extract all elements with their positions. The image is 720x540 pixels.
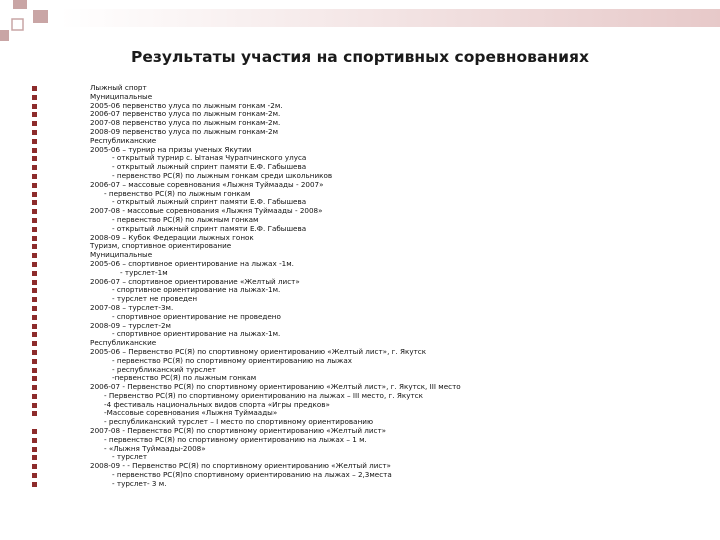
square-bullet-icon <box>32 183 37 188</box>
list-item-text: - турслет-1м <box>120 267 168 277</box>
square-bullet-icon <box>32 332 37 337</box>
square-bullet-icon <box>32 280 37 285</box>
list-item-text: Республиканские <box>90 135 157 145</box>
square-bullet-icon <box>32 350 37 355</box>
list-item-text: 2006-07 первенство улуса по лыжным гонкам-2м. <box>90 109 281 119</box>
square-bullet-icon <box>32 209 37 214</box>
list-item-text: - первенство РС(Я) по лыжным гонкам <box>112 214 259 224</box>
list-item <box>0 366 720 375</box>
square-bullet-icon <box>32 359 37 364</box>
list-item-text: Лыжный спорт <box>90 83 147 92</box>
square-bullet-icon <box>32 262 37 267</box>
list-item <box>0 190 720 199</box>
list-item-text: - первенство РС(Я) по спортивному ориентированию на лыжах <box>112 355 353 365</box>
square-bullet-icon <box>32 253 37 258</box>
list-item-text: - спортивное ориентирование не проведено <box>112 311 281 321</box>
header-gradient-band <box>60 9 720 27</box>
square-bullet-icon <box>32 192 37 197</box>
list-item-text: - республиканский турслет <box>112 364 216 374</box>
square-bullet-icon <box>32 165 37 170</box>
list-item-text: 2008-09 – Кубок Федерации лыжных гонок <box>90 232 254 242</box>
list-item-text: - спортивное ориентирование на лыжах-1м. <box>112 329 281 339</box>
list-item-text: - спортивное ориентирование на лыжах-1м. <box>112 285 281 295</box>
square-bullet-icon <box>32 86 37 91</box>
list-item-text: - первенство РС(Я) по лыжным гонкам <box>104 188 251 198</box>
list-item-text: Муниципальные <box>90 250 153 260</box>
square-bullet-icon <box>32 447 37 452</box>
corner-squares-decoration <box>0 0 60 44</box>
square-bullet-icon <box>32 473 37 478</box>
list-item-text: - первенство РС(Я)по спортивному ориентированию на лыжах – 2,3места <box>112 470 392 480</box>
list-item-text: Республиканские <box>90 338 157 348</box>
list-item <box>0 260 720 269</box>
square-bullet-icon <box>32 297 37 302</box>
list-item <box>0 357 720 366</box>
square-bullet-icon <box>32 464 37 469</box>
list-item-text: - Первенство РС(Я) по спортивному ориентированию на лыжах – III место, г. Якутск <box>104 390 423 400</box>
list-item-text: 2006-07 – массовые соревнования «Лыжня Туймаады - 2007» <box>90 179 324 189</box>
list-item-text: - турслет не проведен <box>112 294 198 304</box>
list-item-text: 2006-07 - Первенство РС(Я) по спортивному ориентированию «Желтый лист», г. Якутск, III место <box>90 382 461 392</box>
square-bullet-icon <box>32 156 37 161</box>
square-bullet-icon <box>32 112 37 117</box>
square-bullet-icon <box>32 368 37 373</box>
square-bullet-icon <box>32 482 37 487</box>
list-item <box>0 322 720 331</box>
list-item-text: 2005-06 – турнир на призы ученых Якутии <box>90 144 252 154</box>
list-item <box>0 146 720 155</box>
square-bullet-icon <box>32 306 37 311</box>
square-bullet-icon <box>32 429 37 434</box>
square-bullet-icon <box>32 455 37 460</box>
list-item-text: Муниципальные <box>90 91 153 101</box>
list-item-text: 2005-06 – спортивное ориентирование на лыжах -1м. <box>90 258 294 268</box>
list-item-text: - республиканский турслет – I место по спортивному ориентированию <box>104 417 373 427</box>
slide-title: Результаты участия на спортивных соревнованиях <box>131 48 589 66</box>
list-item-text: 2007-08 - Первенство РС(Я) по спортивному ориентированию «Желтый лист» <box>90 426 387 436</box>
list-item-text: 2007-08 - массовые соревнования «Лыжня Туймаады - 2008» <box>90 206 323 216</box>
list-item <box>0 207 720 216</box>
list-item-text: - открытый лыжный спринт памяти Е.Ф. Габышева <box>112 197 307 207</box>
list-item-text: - турслет <box>112 452 148 462</box>
list-item-text: 2005-06 первенство улуса по лыжным гонкам -2м. <box>90 100 283 110</box>
square-bullet-icon <box>32 341 37 346</box>
list-item <box>0 154 720 163</box>
list-item <box>0 471 720 480</box>
square-bullet-icon <box>32 288 37 293</box>
list-item <box>0 278 720 287</box>
list-item-text: 2007-08 – турслет-3м. <box>90 302 174 312</box>
list-item-text: - открытый лыжный спринт памяти Е.Ф. Габышева <box>112 223 307 233</box>
list-item-text: 2005-06 – Первенство РС(Я) по спортивному ориентированию «Желтый лист», г. Якутск <box>90 346 427 356</box>
square-bullet-icon <box>32 394 37 399</box>
square-bullet-icon <box>32 200 37 205</box>
square-bullet-icon <box>32 411 37 416</box>
square-bullet-icon <box>32 104 37 109</box>
list-item-text: - открытый турнир с. Ытаная Чурапчинского улуса <box>112 153 307 163</box>
square-bullet-icon <box>32 271 37 276</box>
list-item-text: 2008-09 – турслет-2м <box>90 320 171 330</box>
list-item-text: 2008-09 первенство улуса по лыжным гонкам-2м <box>90 126 278 136</box>
square-bullet-icon <box>32 236 37 241</box>
square-bullet-icon <box>32 218 37 223</box>
square-bullet-icon <box>32 385 37 390</box>
list-item-text: - открытый лыжный спринт памяти Е.Ф. Габышева <box>112 162 307 172</box>
list-item <box>0 216 720 225</box>
square-bullet-icon <box>32 95 37 100</box>
square-bullet-icon <box>32 174 37 179</box>
list-item-text: 2006-07 – спортивное ориентирование «Желтый лист» <box>90 276 300 286</box>
square-bullet-icon <box>32 227 37 232</box>
square-bullet-icon <box>32 244 37 249</box>
square-bullet-icon <box>32 324 37 329</box>
square-bullet-icon <box>32 148 37 153</box>
list-item-text: -Массовые соревнования «Лыжня Туймаады» <box>104 408 278 418</box>
square-bullet-icon <box>32 438 37 443</box>
list-item <box>0 348 720 357</box>
square-bullet-icon <box>32 121 37 126</box>
list-item-text: - турслет- 3 м. <box>112 478 167 488</box>
square-bullet-icon <box>32 130 37 135</box>
list-item <box>0 286 720 295</box>
list-item <box>0 445 720 454</box>
list-item <box>0 304 720 313</box>
list-item-text: - первенство РС(Я) по лыжным гонкам среди школьников <box>112 170 333 180</box>
square-bullet-icon <box>32 403 37 408</box>
list-item-text: -4 фестиваль национальных видов спорта «Игры предков» <box>104 399 330 409</box>
list-item-text: Туризм, спортивное ориентирование <box>90 241 232 251</box>
list-item <box>0 163 720 172</box>
list-item-text: -первенство РС(Я) по лыжным гонкам <box>112 373 257 383</box>
square-bullet-icon <box>32 139 37 144</box>
list-item <box>0 480 720 489</box>
list-item-text: - первенство РС(Я) по спортивному ориентированию на лыжах – 1 м. <box>104 434 367 444</box>
list-item-text: 2008-09 - - Первенство РС(Я) по спортивному ориентированию «Желтый лист» <box>90 461 391 471</box>
square-bullet-icon <box>32 376 37 381</box>
list-item-text: 2007-08 первенство улуса по лыжным гонкам-2м. <box>90 118 281 128</box>
square-bullet-icon <box>32 315 37 320</box>
results-list <box>0 84 720 489</box>
list-item-text: - «Лыжня Туймаады-2008» <box>104 443 206 453</box>
